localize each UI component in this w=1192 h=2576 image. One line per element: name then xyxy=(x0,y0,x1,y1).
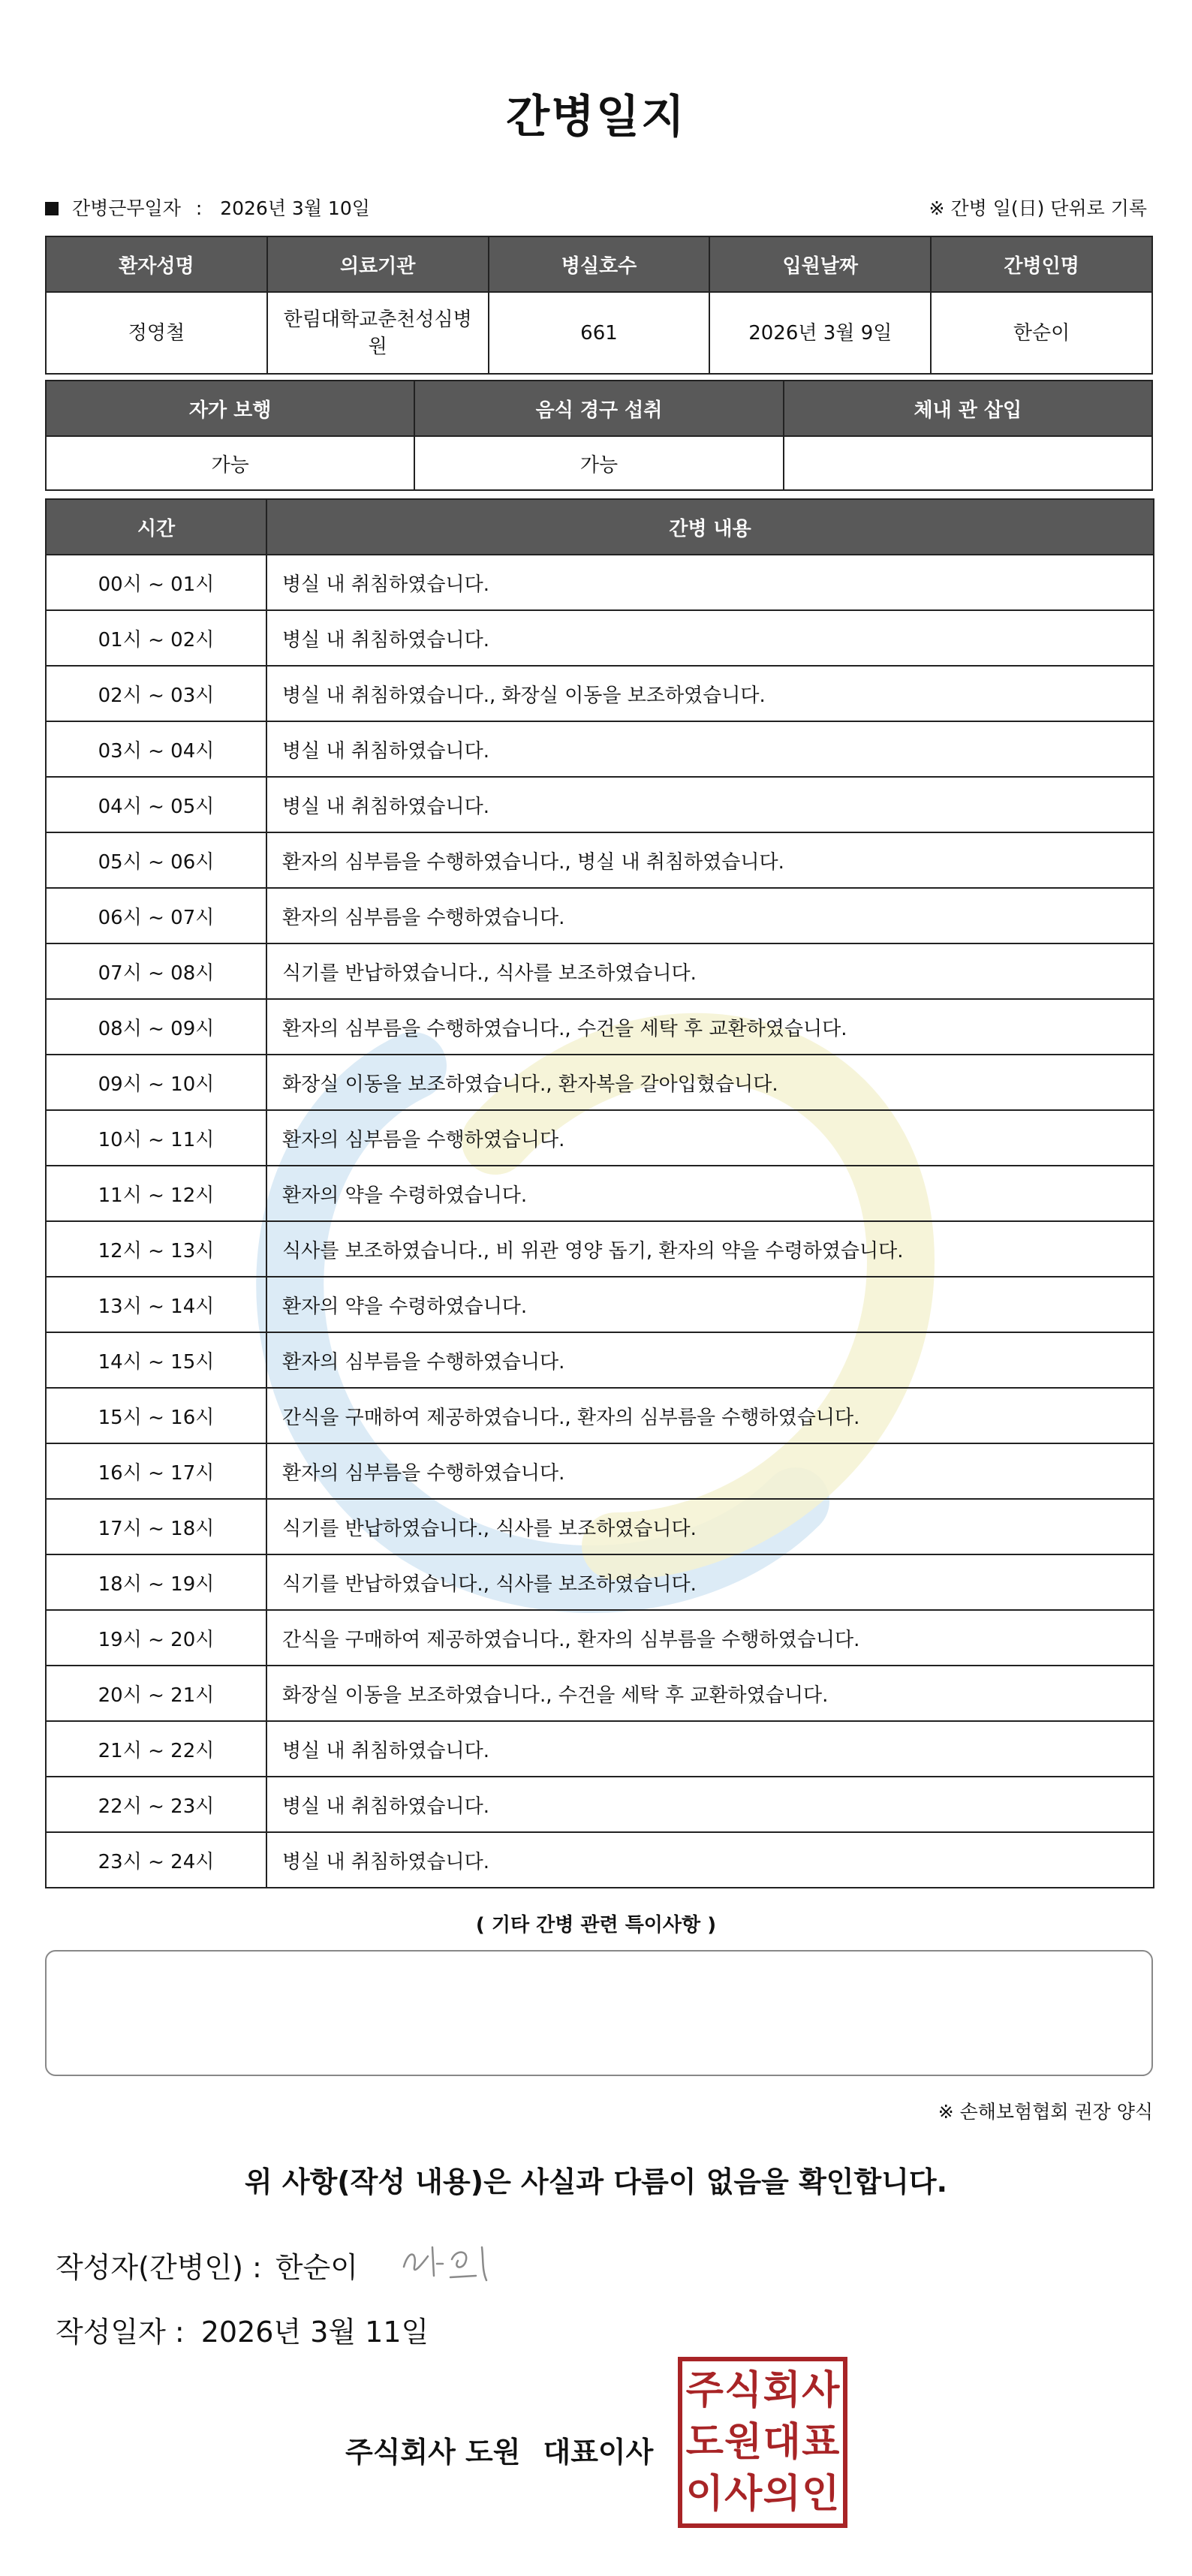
table-row xyxy=(46,943,1154,999)
time-cell: 16시 ~ 17시 xyxy=(46,1443,266,1499)
time-cell: 08시 ~ 09시 xyxy=(46,999,266,1055)
time-cell: 15시 ~ 16시 xyxy=(46,1388,266,1443)
content-cell: 환자의 심부름을 수행하였습니다. xyxy=(266,888,1154,943)
seal-char: 이 xyxy=(685,2472,724,2517)
time-cell: 19시 ~ 20시 xyxy=(46,1610,266,1666)
company-line xyxy=(345,2429,653,2470)
content-cell: 병실 내 취침하였습니다. xyxy=(266,1777,1154,1832)
seal-char: 원 xyxy=(724,2419,763,2465)
table-row xyxy=(46,1221,1154,1277)
patient-name: 정영철 xyxy=(46,292,267,374)
written-date-line xyxy=(56,2309,429,2350)
writer-line xyxy=(56,2244,358,2286)
time-cell: 11시 ~ 12시 xyxy=(46,1166,266,1221)
content-cell: 화장실 이동을 보조하였습니다., 환자복을 갈아입혔습니다. xyxy=(266,1055,1154,1110)
special-notes-box xyxy=(45,1950,1153,2076)
seal-char: 식 xyxy=(724,2367,763,2413)
table-row xyxy=(46,721,1154,777)
content-cell: 환자의 심부름을 수행하였습니다. xyxy=(266,1443,1154,1499)
room-number: 661 xyxy=(489,292,710,374)
table-row xyxy=(46,1777,1154,1832)
table-row xyxy=(46,1554,1154,1610)
seal-char: 대 xyxy=(763,2419,801,2465)
table-row xyxy=(46,1443,1154,1499)
content-cell: 화장실 이동을 보조하였습니다., 수건을 세탁 후 교환하였습니다. xyxy=(266,1666,1154,1721)
oral-intake-value: 가능 xyxy=(414,436,783,490)
table-row xyxy=(46,1388,1154,1443)
care-log-table xyxy=(45,498,1154,1888)
table-row xyxy=(46,999,1154,1055)
content-cell: 식기를 반납하였습니다., 식사를 보조하였습니다. xyxy=(266,1499,1154,1554)
table-row xyxy=(46,1166,1154,1221)
seal-char: 표 xyxy=(802,2419,840,2465)
content-cell: 식기를 반납하였습니다., 식사를 보조하였습니다. xyxy=(266,1554,1154,1610)
time-cell: 17시 ~ 18시 xyxy=(46,1499,266,1554)
content-cell: 병실 내 취침하였습니다. xyxy=(266,777,1154,832)
work-date-value: 2026년 3월 10일 xyxy=(220,197,370,219)
table-row xyxy=(46,1832,1154,1888)
time-cell: 12시 ~ 13시 xyxy=(46,1221,266,1277)
time-cell: 05시 ~ 06시 xyxy=(46,832,266,888)
header-time: 시간 xyxy=(46,499,266,555)
time-cell: 09시 ~ 10시 xyxy=(46,1055,266,1110)
header-self-walking: 자가 보행 xyxy=(46,381,414,436)
patient-info-table xyxy=(45,236,1153,375)
content-cell: 병실 내 취침하였습니다. xyxy=(266,610,1154,666)
time-cell: 21시 ~ 22시 xyxy=(46,1721,266,1777)
table-row xyxy=(46,1110,1154,1166)
table-row xyxy=(46,1721,1154,1777)
hospital-name: 한림대학교춘천성심병원 xyxy=(267,292,489,374)
seal-char: 의 xyxy=(763,2472,801,2517)
header-admission-date: 입원날짜 xyxy=(709,236,931,292)
header-care-content: 간병 내용 xyxy=(266,499,1154,555)
time-cell: 01시 ~ 02시 xyxy=(46,610,266,666)
time-cell: 23시 ~ 24시 xyxy=(46,1832,266,1888)
table-row xyxy=(46,1610,1154,1666)
header-caregiver-name: 간병인명 xyxy=(931,236,1152,292)
recommendation-note: ※ 손해보험협회 권장 양식 xyxy=(938,2101,1153,2123)
header-tube-insertion: 체내 관 삽입 xyxy=(784,381,1152,436)
time-cell: 20시 ~ 21시 xyxy=(46,1666,266,1721)
table-row xyxy=(46,555,1154,610)
patient-status-table xyxy=(45,380,1153,491)
caregiver-name: 한순이 xyxy=(931,292,1152,374)
content-cell: 병실 내 취침하였습니다. xyxy=(266,1832,1154,1888)
writer-name: 한순이 xyxy=(275,2251,358,2284)
time-cell: 18시 ~ 19시 xyxy=(46,1554,266,1610)
seal-char: 주 xyxy=(685,2367,724,2413)
seal-char: 사 xyxy=(724,2472,763,2517)
signature-icon xyxy=(398,2237,510,2289)
table-row xyxy=(46,610,1154,666)
seal-char: 사 xyxy=(802,2367,840,2413)
writer-label: 작성자(간병인) : xyxy=(56,2251,262,2284)
time-cell: 10시 ~ 11시 xyxy=(46,1110,266,1166)
admission-date: 2026년 3월 9일 xyxy=(709,292,931,374)
tube-insertion-value xyxy=(784,436,1152,490)
written-date-value: 2026년 3월 11일 xyxy=(200,2316,429,2349)
content-cell: 환자의 심부름을 수행하였습니다., 병실 내 취침하였습니다. xyxy=(266,832,1154,888)
time-cell: 13시 ~ 14시 xyxy=(46,1277,266,1332)
table-row xyxy=(46,1666,1154,1721)
content-cell: 환자의 약을 수령하였습니다. xyxy=(266,1277,1154,1332)
time-cell: 00시 ~ 01시 xyxy=(46,555,266,610)
table-row xyxy=(46,666,1154,721)
content-cell: 식기를 반납하였습니다., 식사를 보조하였습니다. xyxy=(266,943,1154,999)
time-cell: 22시 ~ 23시 xyxy=(46,1777,266,1832)
seal-char: 인 xyxy=(802,2472,840,2517)
time-cell: 02시 ~ 03시 xyxy=(46,666,266,721)
self-walking-value: 가능 xyxy=(46,436,414,490)
written-date-label: 작성일자 : xyxy=(56,2316,185,2349)
content-cell: 환자의 약을 수령하였습니다. xyxy=(266,1166,1154,1221)
confirmation-statement: 위 사항(작성 내용)은 사실과 다름이 없음을 확인합니다. xyxy=(244,2165,948,2198)
ceo-label: 대표이사 xyxy=(543,2436,654,2469)
work-date-row xyxy=(45,194,1147,224)
page-title: 간병일지 xyxy=(506,91,686,143)
header-hospital: 의료기관 xyxy=(267,236,489,292)
content-cell: 식사를 보조하였습니다., 비 위관 영양 돕기, 환자의 약을 수령하였습니다. xyxy=(266,1221,1154,1277)
content-cell: 환자의 심부름을 수행하였습니다. xyxy=(266,1332,1154,1388)
table-row xyxy=(46,777,1154,832)
content-cell: 간식을 구매하여 제공하였습니다., 환자의 심부름을 수행하였습니다. xyxy=(266,1388,1154,1443)
time-cell: 07시 ~ 08시 xyxy=(46,943,266,999)
company-seal xyxy=(678,2357,847,2528)
header-room: 병실호수 xyxy=(489,236,710,292)
time-cell: 04시 ~ 05시 xyxy=(46,777,266,832)
unit-note: ※ 간병 일(日) 단위로 기록 xyxy=(929,197,1147,219)
seal-char: 도 xyxy=(685,2419,724,2465)
content-cell: 병실 내 취침하였습니다. xyxy=(266,555,1154,610)
special-notes-title: ( 기타 간병 관련 특이사항 ) xyxy=(475,1914,717,1937)
content-cell: 환자의 심부름을 수행하였습니다., 수건을 세탁 후 교환하였습니다. xyxy=(266,999,1154,1055)
time-cell: 14시 ~ 15시 xyxy=(46,1332,266,1388)
table-row xyxy=(46,832,1154,888)
table-row xyxy=(46,1055,1154,1110)
company-name: 주식회사 도원 xyxy=(345,2436,521,2469)
header-oral-intake: 음식 경구 섭취 xyxy=(414,381,783,436)
handwritten-signature xyxy=(398,2237,510,2289)
table-row xyxy=(46,1499,1154,1554)
square-bullet-icon xyxy=(45,202,59,215)
content-cell: 병실 내 취침하였습니다., 화장실 이동을 보조하였습니다. xyxy=(266,666,1154,721)
table-row xyxy=(46,1332,1154,1388)
table-row xyxy=(46,888,1154,943)
time-cell: 03시 ~ 04시 xyxy=(46,721,266,777)
seal-char: 회 xyxy=(763,2367,801,2413)
content-cell: 병실 내 취침하였습니다. xyxy=(266,721,1154,777)
time-cell: 06시 ~ 07시 xyxy=(46,888,266,943)
header-patient-name: 환자성명 xyxy=(46,236,267,292)
work-date-label: 간병근무일자 xyxy=(71,197,181,219)
table-row xyxy=(46,1277,1154,1332)
content-cell: 환자의 심부름을 수행하였습니다. xyxy=(266,1110,1154,1166)
work-date-colon: : xyxy=(195,197,203,219)
content-cell: 병실 내 취침하였습니다. xyxy=(266,1721,1154,1777)
content-cell: 간식을 구매하여 제공하였습니다., 환자의 심부름을 수행하였습니다. xyxy=(266,1610,1154,1666)
